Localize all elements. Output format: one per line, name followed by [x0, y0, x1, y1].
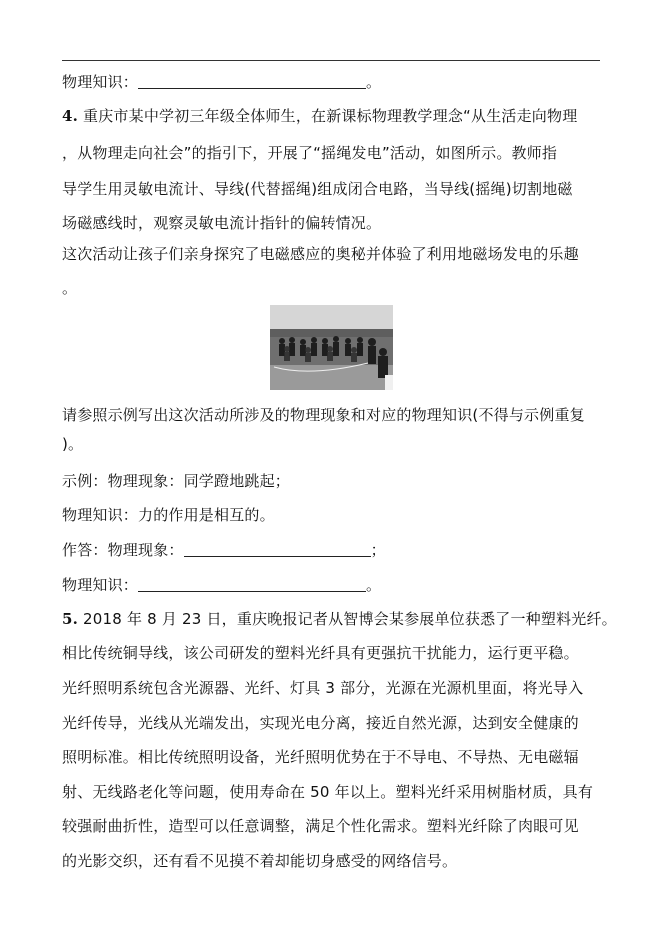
answer-blank[interactable]: [138, 73, 366, 89]
line-end-punct: 。: [366, 576, 382, 594]
q4-line-6: 。: [62, 279, 78, 297]
answer-knowledge-blank[interactable]: [138, 576, 366, 592]
answer-phenomenon-blank[interactable]: [184, 541, 371, 557]
q4-line-2: ，从物理走向社会”的指引下，开展了“摇绳发电”活动，如图所示。教师指: [62, 144, 558, 162]
q4-example-knowledge: 物理知识：力的作用是相互的。: [62, 506, 275, 524]
line-end-punct: ；: [370, 541, 386, 559]
answer-phenomenon-label: 作答：物理现象：: [62, 541, 184, 559]
q5-line-5: 照明标准。相比传统照明设备，光纤照明优势在于不导电、不导热、无电磁辐: [62, 748, 579, 766]
q5-number: 5.: [62, 610, 79, 628]
q4-prompt-line-1: 请参照示例写出这次活动所涉及的物理现象和对应的物理知识(不得与示例重复: [62, 406, 585, 424]
q5-line-3: 光纤照明系统包含光源器、光纤、灯具 3 部分，光源在光源机里面，将光导入: [62, 679, 584, 697]
top-rule: [62, 60, 600, 61]
q5-line-6: 射、无线路老化等问题，使用寿命在 50 年以上。塑料光纤采用树脂材质，具有: [62, 783, 594, 801]
q5-line-1: [62, 609, 617, 629]
line-end-punct: 。: [366, 73, 382, 91]
q5-text: 2018 年 8 月 23 日，重庆晚报记者从智博会某参展单位获悉了一种塑料光纤。: [83, 610, 617, 628]
q5-line-7: 较强耐曲折性，造型可以任意调整，满足个性化需求。塑料光纤除了肉眼可见: [62, 817, 579, 835]
q5-line-2: 相比传统铜导线，该公司研发的塑料光纤具有更强抗干扰能力，运行更平稳。: [62, 644, 579, 662]
q4-number: 4.: [62, 107, 79, 125]
q4-example-phenomenon: 示例：物理现象：同学蹬地跳起；: [62, 472, 291, 490]
answer-knowledge-label: 物理知识：: [62, 576, 139, 594]
q5-line-8: 的光影交织，还有看不见摸不着却能切身感受的网络信号。: [62, 852, 458, 870]
activity-photo: [270, 305, 393, 390]
q4-line-1: [62, 106, 577, 126]
q5-line-4: 光纤传导，光线从光端发出，实现光电分离，接近自然光源，达到安全健康的: [62, 714, 579, 732]
q4-answer-phenomenon-line: [62, 540, 386, 560]
q4-answer-knowledge-line: [62, 575, 381, 595]
q4-line-4: 场磁感线时，观察灵敏电流计指针的偏转情况。: [62, 214, 382, 232]
q4-line-5: 这次活动让孩子们亲身探究了电磁感应的奥秘并体验了利用地磁场发电的乐趣: [62, 245, 579, 263]
prev-knowledge-line: [62, 72, 381, 92]
q4-text: 重庆市某中学初三年级全体师生，在新课标物理教学理念“从生活走向物理: [83, 107, 578, 125]
q4-prompt-line-2: )。: [62, 435, 84, 453]
q4-line-3: 导学生用灵敏电流计、导线(代替摇绳)组成闭合电路，当导线(摇绳)切割地磁: [62, 180, 573, 198]
prev-knowledge-label: 物理知识：: [62, 73, 139, 91]
